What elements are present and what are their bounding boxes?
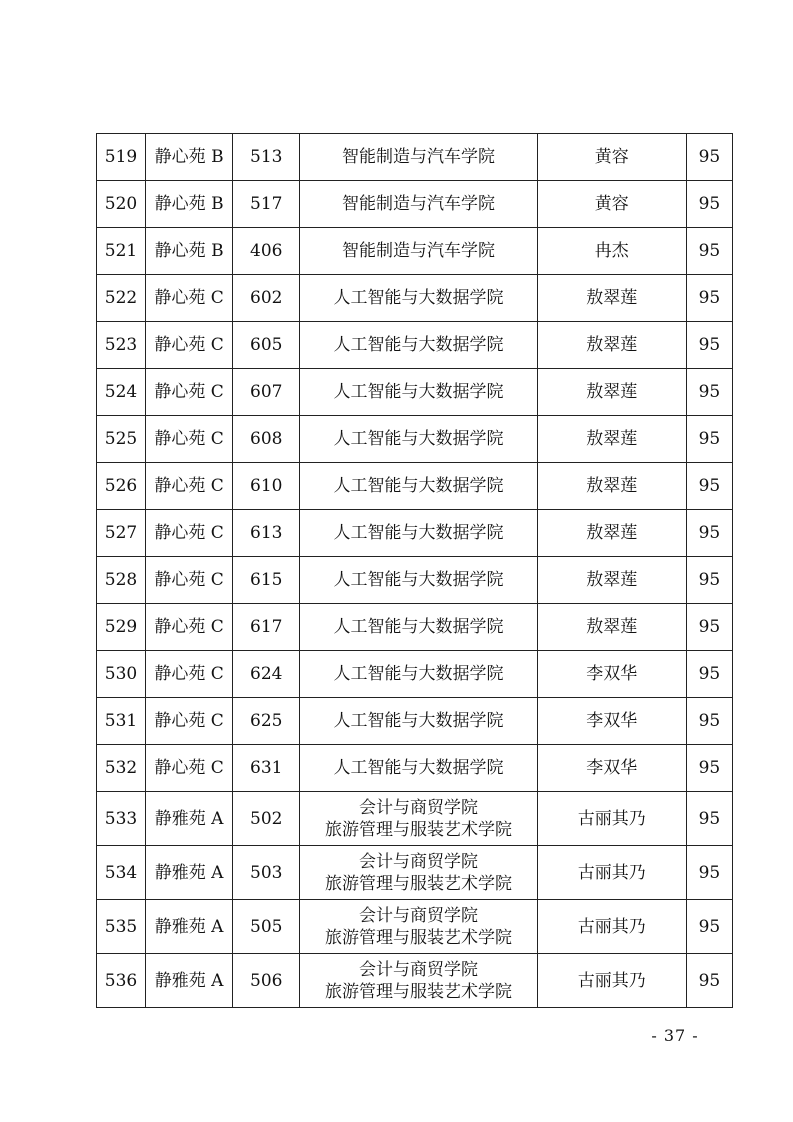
inspector-cell: 李双华 bbox=[537, 651, 686, 698]
college-cell bbox=[300, 954, 537, 1008]
room-cell: 506 bbox=[233, 954, 300, 1008]
room-cell: 406 bbox=[233, 228, 300, 275]
table-row bbox=[97, 954, 733, 1008]
building-cell: 静心苑 C bbox=[146, 698, 233, 745]
table-row bbox=[97, 651, 733, 698]
building-cell: 静心苑 C bbox=[146, 745, 233, 792]
score-cell: 95 bbox=[686, 322, 732, 369]
score-cell: 95 bbox=[686, 510, 732, 557]
score-cell: 95 bbox=[686, 651, 732, 698]
college-name: 人工智能与大数据学院 bbox=[333, 570, 504, 590]
score-cell: 95 bbox=[686, 369, 732, 416]
table-row bbox=[97, 181, 733, 228]
score-cell: 95 bbox=[686, 604, 732, 651]
room-cell: 505 bbox=[233, 900, 300, 954]
table-row bbox=[97, 604, 733, 651]
score-cell: 95 bbox=[686, 416, 732, 463]
room-cell: 503 bbox=[233, 846, 300, 900]
building-cell: 静雅苑 A bbox=[146, 846, 233, 900]
row-number-cell: 528 bbox=[97, 557, 146, 604]
score-cell: 95 bbox=[686, 745, 732, 792]
room-cell: 624 bbox=[233, 651, 300, 698]
college-cell bbox=[300, 745, 537, 792]
row-number-cell: 522 bbox=[97, 275, 146, 322]
row-number-cell: 530 bbox=[97, 651, 146, 698]
inspector-cell: 敖翠莲 bbox=[537, 604, 686, 651]
table-row bbox=[97, 463, 733, 510]
college-cell bbox=[300, 604, 537, 651]
table-row bbox=[97, 416, 733, 463]
inspector-cell: 古丽其乃 bbox=[537, 792, 686, 846]
building-cell: 静心苑 C bbox=[146, 322, 233, 369]
inspector-cell: 敖翠莲 bbox=[537, 275, 686, 322]
college-cell bbox=[300, 275, 537, 322]
table-row bbox=[97, 134, 733, 181]
row-number-cell: 534 bbox=[97, 846, 146, 900]
building-cell: 静心苑 B bbox=[146, 134, 233, 181]
building-cell: 静心苑 B bbox=[146, 181, 233, 228]
college-name: 人工智能与大数据学院 bbox=[333, 382, 504, 402]
college-name: 人工智能与大数据学院 bbox=[333, 335, 504, 355]
table-row bbox=[97, 745, 733, 792]
building-cell: 静心苑 C bbox=[146, 416, 233, 463]
college-name: 智能制造与汽车学院 bbox=[341, 241, 495, 261]
row-number-cell: 519 bbox=[97, 134, 146, 181]
row-number-cell: 531 bbox=[97, 698, 146, 745]
building-cell: 静心苑 C bbox=[146, 275, 233, 322]
college-name: 会计与商贸学院 bbox=[358, 905, 478, 926]
table-row bbox=[97, 275, 733, 322]
room-cell: 625 bbox=[233, 698, 300, 745]
room-cell: 607 bbox=[233, 369, 300, 416]
row-number-cell: 536 bbox=[97, 954, 146, 1008]
building-cell: 静雅苑 A bbox=[146, 954, 233, 1008]
college-name: 人工智能与大数据学院 bbox=[333, 664, 504, 684]
score-cell: 95 bbox=[686, 792, 732, 846]
building-cell: 静心苑 C bbox=[146, 510, 233, 557]
college-cell bbox=[300, 698, 537, 745]
table-row bbox=[97, 228, 733, 275]
score-cell: 95 bbox=[686, 463, 732, 510]
college-name: 旅游管理与服装艺术学院 bbox=[324, 981, 512, 1002]
table-row bbox=[97, 369, 733, 416]
college-name: 人工智能与大数据学院 bbox=[333, 523, 504, 543]
room-cell: 631 bbox=[233, 745, 300, 792]
row-number-cell: 523 bbox=[97, 322, 146, 369]
building-cell: 静心苑 C bbox=[146, 651, 233, 698]
room-cell: 513 bbox=[233, 134, 300, 181]
score-cell: 95 bbox=[686, 275, 732, 322]
inspector-cell: 敖翠莲 bbox=[537, 557, 686, 604]
college-name: 会计与商贸学院 bbox=[358, 797, 478, 818]
building-cell: 静心苑 C bbox=[146, 463, 233, 510]
college-cell bbox=[300, 846, 537, 900]
room-cell: 602 bbox=[233, 275, 300, 322]
table-row bbox=[97, 698, 733, 745]
row-number-cell: 535 bbox=[97, 900, 146, 954]
college-cell bbox=[300, 416, 537, 463]
row-number-cell: 521 bbox=[97, 228, 146, 275]
row-number-cell: 526 bbox=[97, 463, 146, 510]
college-cell bbox=[300, 510, 537, 557]
room-cell: 517 bbox=[233, 181, 300, 228]
building-cell: 静心苑 C bbox=[146, 557, 233, 604]
college-cell bbox=[300, 900, 537, 954]
row-number-cell: 533 bbox=[97, 792, 146, 846]
row-number-cell: 527 bbox=[97, 510, 146, 557]
college-name: 旅游管理与服装艺术学院 bbox=[324, 873, 512, 894]
room-cell: 502 bbox=[233, 792, 300, 846]
college-cell bbox=[300, 463, 537, 510]
room-cell: 617 bbox=[233, 604, 300, 651]
score-cell: 95 bbox=[686, 228, 732, 275]
college-name: 旅游管理与服装艺术学院 bbox=[324, 819, 512, 840]
row-number-cell: 529 bbox=[97, 604, 146, 651]
score-cell: 95 bbox=[686, 557, 732, 604]
table-body bbox=[97, 134, 733, 1008]
building-cell: 静心苑 C bbox=[146, 604, 233, 651]
building-cell: 静雅苑 A bbox=[146, 900, 233, 954]
college-cell bbox=[300, 228, 537, 275]
college-cell bbox=[300, 322, 537, 369]
inspector-cell: 敖翠莲 bbox=[537, 369, 686, 416]
college-name: 人工智能与大数据学院 bbox=[333, 476, 504, 496]
table-row bbox=[97, 900, 733, 954]
inspector-cell: 黄容 bbox=[537, 181, 686, 228]
row-number-cell: 525 bbox=[97, 416, 146, 463]
inspector-cell: 李双华 bbox=[537, 745, 686, 792]
row-number-cell: 524 bbox=[97, 369, 146, 416]
college-name: 智能制造与汽车学院 bbox=[341, 147, 495, 167]
college-name: 人工智能与大数据学院 bbox=[333, 429, 504, 449]
inspector-cell: 冉杰 bbox=[537, 228, 686, 275]
college-cell bbox=[300, 651, 537, 698]
college-name: 人工智能与大数据学院 bbox=[333, 711, 504, 731]
college-name: 旅游管理与服装艺术学院 bbox=[324, 927, 512, 948]
table-row bbox=[97, 510, 733, 557]
row-number-cell: 532 bbox=[97, 745, 146, 792]
inspector-cell: 古丽其乃 bbox=[537, 900, 686, 954]
inspector-cell: 敖翠莲 bbox=[537, 416, 686, 463]
college-cell bbox=[300, 792, 537, 846]
row-number-cell: 520 bbox=[97, 181, 146, 228]
college-name: 人工智能与大数据学院 bbox=[333, 617, 504, 637]
dormitory-score-table bbox=[96, 133, 733, 1008]
inspector-cell: 古丽其乃 bbox=[537, 954, 686, 1008]
college-name: 会计与商贸学院 bbox=[358, 959, 478, 980]
college-cell bbox=[300, 134, 537, 181]
college-name: 智能制造与汽车学院 bbox=[341, 194, 495, 214]
room-cell: 605 bbox=[233, 322, 300, 369]
room-cell: 608 bbox=[233, 416, 300, 463]
building-cell: 静心苑 C bbox=[146, 369, 233, 416]
table-row bbox=[97, 792, 733, 846]
room-cell: 613 bbox=[233, 510, 300, 557]
college-name: 人工智能与大数据学院 bbox=[333, 758, 504, 778]
inspector-cell: 李双华 bbox=[537, 698, 686, 745]
building-cell: 静心苑 B bbox=[146, 228, 233, 275]
building-cell: 静雅苑 A bbox=[146, 792, 233, 846]
inspector-cell: 敖翠莲 bbox=[537, 463, 686, 510]
inspector-cell: 敖翠莲 bbox=[537, 510, 686, 557]
room-cell: 615 bbox=[233, 557, 300, 604]
score-cell: 95 bbox=[686, 698, 732, 745]
college-name: 会计与商贸学院 bbox=[358, 851, 478, 872]
table-row bbox=[97, 322, 733, 369]
inspector-cell: 敖翠莲 bbox=[537, 322, 686, 369]
college-cell bbox=[300, 181, 537, 228]
score-cell: 95 bbox=[686, 954, 732, 1008]
page-number: - 37 - bbox=[651, 1026, 699, 1045]
score-cell: 95 bbox=[686, 900, 732, 954]
inspector-cell: 黄容 bbox=[537, 134, 686, 181]
college-name: 人工智能与大数据学院 bbox=[333, 288, 504, 308]
table-row bbox=[97, 557, 733, 604]
room-cell: 610 bbox=[233, 463, 300, 510]
college-cell bbox=[300, 369, 537, 416]
score-cell: 95 bbox=[686, 181, 732, 228]
score-cell: 95 bbox=[686, 846, 732, 900]
score-cell: 95 bbox=[686, 134, 732, 181]
college-cell bbox=[300, 557, 537, 604]
inspector-cell: 古丽其乃 bbox=[537, 846, 686, 900]
table-row bbox=[97, 846, 733, 900]
